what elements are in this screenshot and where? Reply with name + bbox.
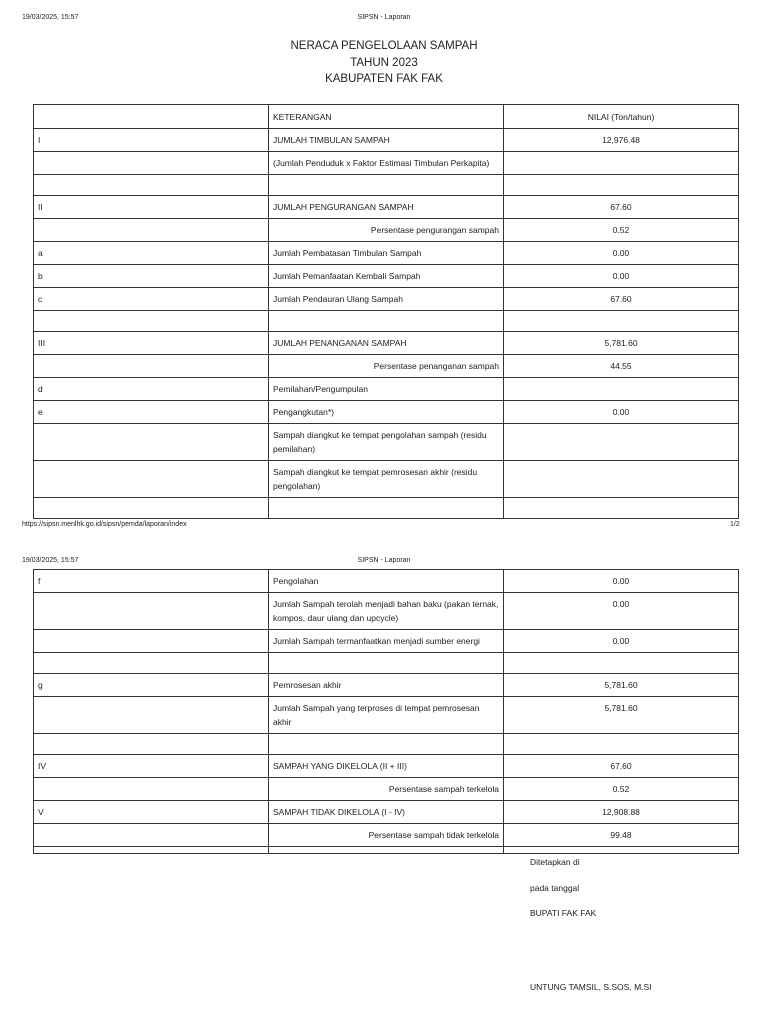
table-cell: 0.00 bbox=[504, 265, 739, 288]
print-timestamp: 19/03/2025, 15:57 bbox=[22, 14, 79, 21]
table-row bbox=[34, 630, 739, 653]
table-cell: a bbox=[34, 242, 269, 265]
table-cell: SAMPAH TIDAK DIKELOLA (I - IV) bbox=[269, 801, 504, 824]
table-cell: 0.00 bbox=[504, 593, 739, 630]
column-header-keterangan: KETERANGAN bbox=[269, 105, 504, 129]
table-cell: Persentase pengurangan sampah bbox=[269, 219, 504, 242]
table-cell bbox=[34, 824, 269, 847]
table-cell: (Jumlah Penduduk x Faktor Estimasi Timbulan Perkapita) bbox=[269, 152, 504, 175]
table-cell: Jumlah Pendauran Ulang Sampah bbox=[269, 288, 504, 311]
table-cell bbox=[504, 424, 739, 461]
table-cell: Jumlah Pembatasan Timbulan Sampah bbox=[269, 242, 504, 265]
signature-date: pada tanggal bbox=[530, 883, 580, 893]
table-row bbox=[34, 265, 739, 288]
table-cell: 0.00 bbox=[504, 242, 739, 265]
table-cell: 99.48 bbox=[504, 824, 739, 847]
table-row bbox=[34, 824, 739, 847]
table-cell bbox=[504, 461, 739, 498]
table-cell bbox=[504, 734, 739, 755]
table-row bbox=[34, 129, 739, 152]
table-cell bbox=[504, 311, 739, 332]
table-cell: I bbox=[34, 129, 269, 152]
table-cell: Pemilahan/Pengumpulan bbox=[269, 378, 504, 401]
table-row bbox=[34, 778, 739, 801]
table-cell: JUMLAH TIMBULAN SAMPAH bbox=[269, 129, 504, 152]
page-number: 1/2 bbox=[730, 521, 740, 528]
table-cell bbox=[34, 355, 269, 378]
table-cell bbox=[269, 847, 504, 854]
table-cell: SAMPAH YANG DIKELOLA (II + III) bbox=[269, 755, 504, 778]
table-row bbox=[34, 755, 739, 778]
table-cell bbox=[34, 847, 269, 854]
table-row bbox=[34, 674, 739, 697]
table-cell: III bbox=[34, 332, 269, 355]
table-cell: Jumlah Sampah yang terproses di tempat pemrosesan akhir bbox=[269, 697, 504, 734]
table-row bbox=[34, 355, 739, 378]
table-cell: 5,781.60 bbox=[504, 697, 739, 734]
table-cell: II bbox=[34, 196, 269, 219]
table-cell bbox=[34, 734, 269, 755]
table-row bbox=[34, 570, 739, 593]
table-cell: d bbox=[34, 378, 269, 401]
table-cell bbox=[504, 175, 739, 196]
table-cell: 5,781.60 bbox=[504, 674, 739, 697]
table-cell: 5,781.60 bbox=[504, 332, 739, 355]
table-cell bbox=[269, 311, 504, 332]
table-cell: Jumlah Pemanfaatan Kembali Sampah bbox=[269, 265, 504, 288]
table-row bbox=[34, 424, 739, 461]
table-cell bbox=[34, 175, 269, 196]
table-row-empty bbox=[34, 498, 739, 519]
table-cell bbox=[34, 152, 269, 175]
table-row bbox=[34, 288, 739, 311]
table-row bbox=[34, 801, 739, 824]
table-cell: Pengangkutan*) bbox=[269, 401, 504, 424]
table-cell: JUMLAH PENGURANGAN SAMPAH bbox=[269, 196, 504, 219]
table-cell: Pemrosesan akhir bbox=[269, 674, 504, 697]
table-cell: 12,908.88 bbox=[504, 801, 739, 824]
table-cell: b bbox=[34, 265, 269, 288]
table-row bbox=[34, 219, 739, 242]
table-cell bbox=[34, 498, 269, 519]
table-cell: Pengolahan bbox=[269, 570, 504, 593]
waste-balance-table-2 bbox=[33, 569, 739, 854]
table-cell bbox=[34, 461, 269, 498]
table-cell: e bbox=[34, 401, 269, 424]
table-row-empty bbox=[34, 847, 739, 854]
table-header-row bbox=[34, 105, 739, 129]
signature-office: BUPATI FAK FAK bbox=[530, 908, 597, 918]
table-cell: Persentase sampah terkelola bbox=[269, 778, 504, 801]
table-cell: f bbox=[34, 570, 269, 593]
table-row bbox=[34, 697, 739, 734]
report-title-line1: NERACA PENGELOLAAN SAMPAH bbox=[290, 40, 478, 52]
signatory-name: UNTUNG TAMSIL, S.SOS, M.SI bbox=[530, 982, 652, 992]
table-cell: Sampah diangkut ke tempat pengolahan sampah (residu pemilahan) bbox=[269, 424, 504, 461]
table-row-empty bbox=[34, 175, 739, 196]
table-row bbox=[34, 242, 739, 265]
table-row-empty bbox=[34, 311, 739, 332]
table-cell bbox=[504, 653, 739, 674]
table-cell bbox=[34, 653, 269, 674]
table-cell bbox=[34, 630, 269, 653]
table-cell bbox=[269, 175, 504, 196]
table-cell bbox=[504, 152, 739, 175]
table-row-empty bbox=[34, 653, 739, 674]
column-header-nilai: NILAI (Ton/tahun) bbox=[504, 105, 739, 129]
table-cell bbox=[269, 653, 504, 674]
table-cell: 12,976.48 bbox=[504, 129, 739, 152]
table-cell: Jumlah Sampah termanfaatkan menjadi sumber energi bbox=[269, 630, 504, 653]
table-cell bbox=[34, 105, 269, 129]
table-cell: Persentase penanganan sampah bbox=[269, 355, 504, 378]
table-cell: V bbox=[34, 801, 269, 824]
table-cell: 0.00 bbox=[504, 401, 739, 424]
table-cell bbox=[34, 593, 269, 630]
table-cell: c bbox=[34, 288, 269, 311]
table-cell: Persentase sampah tidak terkelola bbox=[269, 824, 504, 847]
table-cell bbox=[34, 219, 269, 242]
signature-place: Ditetapkan di bbox=[530, 857, 580, 867]
table-cell: IV bbox=[34, 755, 269, 778]
table-row bbox=[34, 461, 739, 498]
waste-balance-table-1 bbox=[33, 104, 739, 519]
table-cell bbox=[504, 498, 739, 519]
table-cell: 67.60 bbox=[504, 755, 739, 778]
table-row bbox=[34, 332, 739, 355]
report-title-line2: TAHUN 2023 bbox=[350, 56, 418, 69]
table-cell bbox=[34, 778, 269, 801]
table-row bbox=[34, 152, 739, 175]
table-cell: 0.00 bbox=[504, 630, 739, 653]
table-cell bbox=[269, 498, 504, 519]
print-timestamp-page2: 19/03/2025, 15:57 bbox=[22, 557, 79, 564]
table-cell: 67.60 bbox=[504, 288, 739, 311]
table-cell: g bbox=[34, 674, 269, 697]
report-title bbox=[0, 38, 768, 88]
table-cell: Jumlah Sampah terolah menjadi bahan baku (pakan ternak, kompos, daur ulang dan upcycle) bbox=[269, 593, 504, 630]
table-cell: 44.55 bbox=[504, 355, 739, 378]
print-site-title: SIPSN - Laporan bbox=[357, 14, 411, 21]
table-row-empty bbox=[34, 734, 739, 755]
print-site-title-page2: SIPSN - Laporan bbox=[357, 557, 411, 564]
print-url: https://sipsn.menlhk.go.id/sipsn/pemda/laporan/index bbox=[22, 521, 187, 528]
table-cell: Sampah diangkut ke tempat pemrosesan akhir (residu pengolahan) bbox=[269, 461, 504, 498]
table-cell: 0.52 bbox=[504, 219, 739, 242]
table-cell bbox=[504, 378, 739, 401]
table-cell: 0.00 bbox=[504, 570, 739, 593]
table-row bbox=[34, 401, 739, 424]
report-title-line3: KABUPATEN FAK FAK bbox=[325, 73, 443, 85]
table-cell bbox=[34, 311, 269, 332]
table-row bbox=[34, 196, 739, 219]
table-cell bbox=[269, 734, 504, 755]
table-cell: JUMLAH PENANGANAN SAMPAH bbox=[269, 332, 504, 355]
table-row bbox=[34, 378, 739, 401]
table-cell bbox=[504, 847, 739, 854]
table-row bbox=[34, 593, 739, 630]
table-cell bbox=[34, 424, 269, 461]
table-cell: 67.60 bbox=[504, 196, 739, 219]
table-cell: 0.52 bbox=[504, 778, 739, 801]
table-cell bbox=[34, 697, 269, 734]
